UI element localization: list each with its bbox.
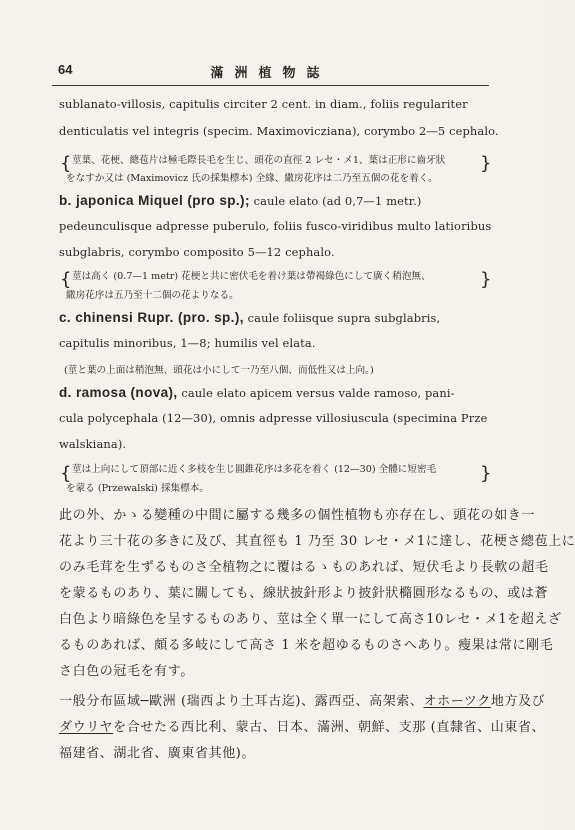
page-header <box>0 62 541 82</box>
body-line-5: 白色より暗綠色を呈するものあり、莖は全く單一にして高さ10レセ・メ1を超えざ <box>59 612 562 627</box>
latin-line-2: denticulatis vel integris (specim. Maximovicziana), corymbo 2—5 cephalo. <box>59 124 499 138</box>
distribution-text: 一般分布區域─歐洲 (瑞西より土耳古迄)、露西亞、高架索、 <box>59 694 424 709</box>
body-line-7: さ白色の冠毛を有す。 <box>59 664 194 679</box>
variety-d-line <box>59 385 499 400</box>
variety-d-text: caule elato apicem versus valde ramoso, pani- <box>177 386 455 400</box>
variety-c-line <box>59 310 499 325</box>
page-number: 64 <box>58 62 73 77</box>
latin-line-5: subglabris, corymbo composito 5—12 cephalo. <box>59 245 335 259</box>
variety-d-name: d. ramosa (nova), <box>59 385 178 400</box>
body-line-6: るものあれば、頗る多岐にして高さ 1 米を超ゆるものさへあり。瘦果は常に剛毛 <box>59 638 554 653</box>
latin-line-1: sublanato-villosis, capitulis circiter 2 cent. in diam., foliis regulariter <box>59 97 468 111</box>
distribution-line-3: 福建省、湖北省、廣東省其他)。 <box>59 746 256 761</box>
header-rule <box>52 85 489 86</box>
variety-b-line <box>59 193 499 208</box>
distribution-text: を合せたる西比利、蒙古、日本、滿洲、朝鮮、支那 (直隸省、山東省、 <box>113 720 546 735</box>
note-d-line-1: 莖は上向にして頂部に近く多枝を生じ圓錐花序は多花を着く (12—30) 全體に短密毛 <box>72 464 437 475</box>
distribution-line-2 <box>59 716 546 735</box>
left-brace: { <box>60 269 72 290</box>
body-line-1: 此の外、かゝる變種の中間に屬する幾多の個性植物も亦存在し、頭花の如き一 <box>59 508 536 523</box>
latin-line-9: cula polycephala (12—30), omnis adpresse villosiuscula (specimina Prze <box>59 411 488 425</box>
right-brace: } <box>480 463 492 484</box>
distribution-text: 地方及び <box>490 694 546 709</box>
left-brace: { <box>60 463 72 484</box>
body-line-3: のみ毛茸を生ずるものさ全植物之に覆はるゝものあれば、短伏毛より長軟の超毛 <box>59 560 549 575</box>
note-a-line-2: をなすか又は (Maximovicz 氏の採集標本) 全緣、繖房花序は二乃至五個の花を着く。 <box>66 173 438 184</box>
place-okhotsk: オホーツク <box>423 694 491 709</box>
place-dauria: ダウリヤ <box>59 720 114 735</box>
latin-line-10: walskiana). <box>59 437 127 451</box>
variety-c-text: caule foliisque supra subglabris, <box>243 311 441 325</box>
body-line-4: を蒙るものあり、葉に關しても、線狀披針形より披針狀橢圓形なるもの、或は蒼 <box>59 586 549 601</box>
distribution-line-1 <box>59 690 546 709</box>
note-b-line-1: 莖は高く (0.7—1 metr) 花梗と共に密伏毛を着け葉は帶褐綠色にして廣く稍泡無、 <box>72 271 431 282</box>
latin-line-4: pedeunculisque adpresse puberulo, foliis fusco-viridibus multo latioribus <box>59 219 492 233</box>
right-brace: } <box>480 153 492 174</box>
right-brace: } <box>480 269 492 290</box>
body-line-2: 花より三十花の多きに及び、其直徑も 1 乃至 30 レセ・メ1に達し、花梗さ總苞上に <box>59 534 575 549</box>
variety-c-name: c. chinensi Rupr. (pro. sp.), <box>59 310 244 325</box>
latin-line-7: capitulis minoribus, 1—8; humilis vel elata. <box>59 336 316 350</box>
note-c: (莖と葉の上面は稍泡無、頭花は小にして一乃至八個、而低性又は上向。) <box>64 365 374 376</box>
note-a-line-1: 莖葉、花梗、總苞片は極毛際長毛を生じ、頭花の直徑 2 レセ・メ1、葉は正形に齒牙狀 <box>72 155 446 166</box>
running-title: 滿洲植物誌 <box>210 66 331 81</box>
variety-b-text: caule elato (ad 0,7—1 metr.) <box>249 194 422 208</box>
variety-b-name: b. japonica Miquel (pro sp.); <box>59 193 250 208</box>
note-b-line-2: 繖房花序は五乃至十二個の花よりなる。 <box>66 290 239 301</box>
note-d-line-2: を蒙る (Przewalski) 採集標本。 <box>66 483 209 494</box>
left-brace: { <box>60 153 72 174</box>
